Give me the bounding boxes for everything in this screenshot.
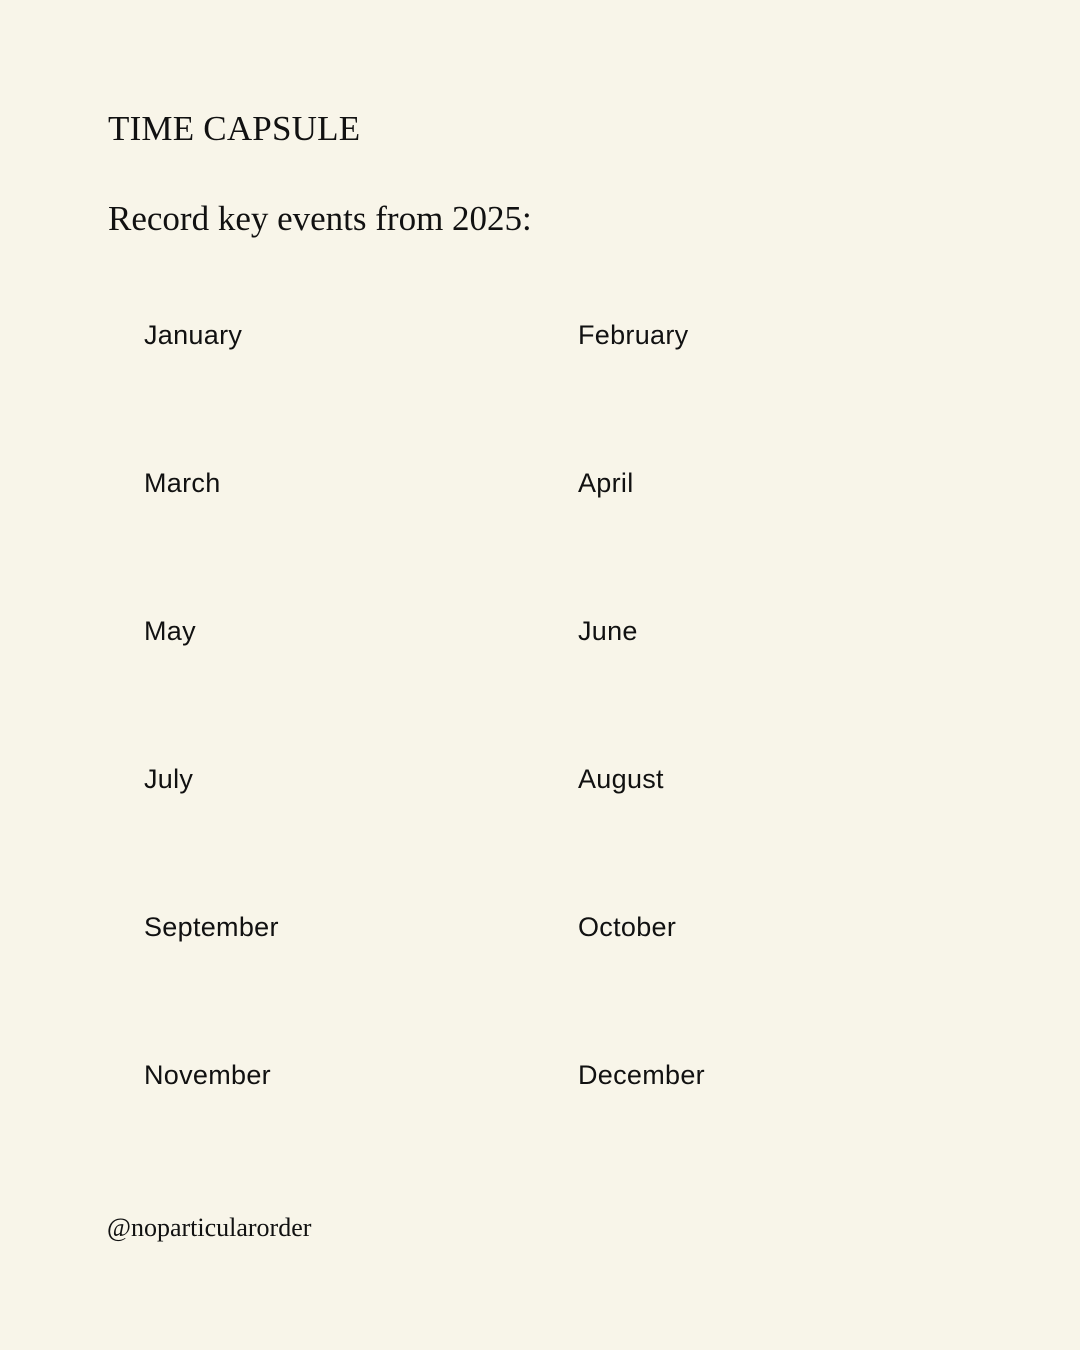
month-label-january: January bbox=[144, 320, 243, 350]
month-label-march: March bbox=[144, 468, 221, 498]
page-subtitle: Record key events from 2025: bbox=[108, 199, 532, 238]
month-label-april: April bbox=[578, 468, 634, 498]
author-handle: @noparticularorder bbox=[107, 1213, 312, 1242]
month-label-june: June bbox=[578, 616, 638, 646]
month-label-november: November bbox=[144, 1060, 271, 1090]
month-label-may: May bbox=[144, 616, 196, 646]
month-label-december: December bbox=[578, 1060, 705, 1090]
month-label-july: July bbox=[144, 764, 194, 794]
months-grid bbox=[144, 318, 944, 1206]
month-label-august: August bbox=[578, 764, 664, 794]
page-title: TIME CAPSULE bbox=[108, 109, 361, 148]
month-label-september: September bbox=[144, 912, 279, 942]
month-label-october: October bbox=[578, 912, 677, 942]
month-label-february: February bbox=[578, 320, 689, 350]
